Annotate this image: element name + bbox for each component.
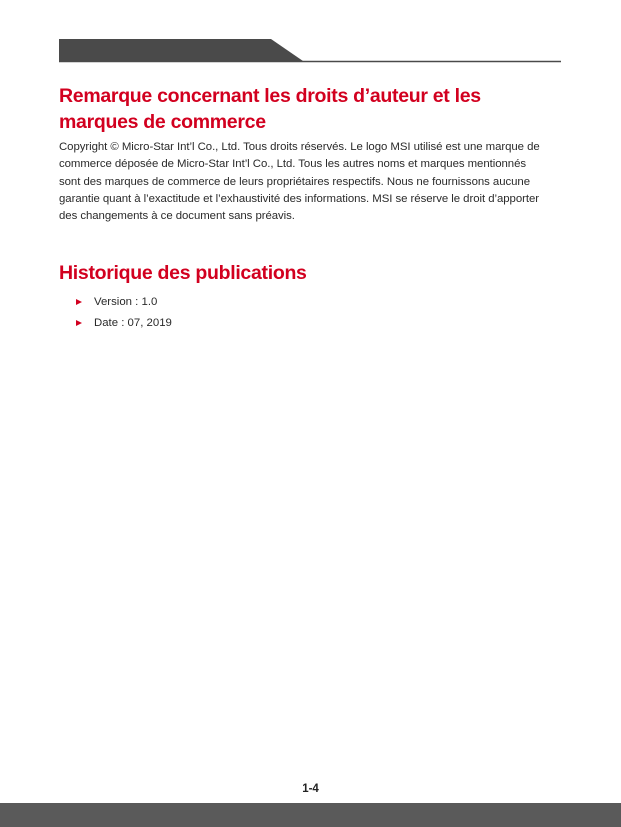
version-label: Version : 1.0	[94, 296, 158, 308]
triangle-bullet-icon	[76, 320, 82, 326]
footer-bar	[0, 803, 621, 827]
list-item-version	[76, 292, 172, 313]
history-section-title: Historique des publications	[59, 262, 307, 284]
header-tab-shape	[59, 39, 561, 63]
page-number: 1-4	[302, 783, 319, 795]
header-bar	[59, 39, 561, 63]
date-label: Date : 07, 2019	[94, 317, 172, 329]
list-item-date	[76, 313, 172, 334]
copyright-paragraph: Copyright © Micro-Star Int’l Co., Ltd. Tous droits réservés. Le logo MSI utilisé est une marque de commerce déposée de Micro-Star Int’l Co., Ltd. Tous les autres noms et marques mentionnés sont des marques de commerce de leurs propriétaires respectifs. Nous ne fournissons aucune garantie quant à l’exactitude et l’exhaustivité des informations. MSI se réserve le droit d’apporter des changements à ce document sans préavis.	[59, 141, 540, 223]
header-tab-fill	[59, 39, 303, 61]
triangle-bullet-icon	[76, 299, 82, 305]
publication-list	[76, 292, 172, 334]
copyright-section-title: Remarque concernant les droits d’auteur et les marques de commerce	[59, 85, 481, 133]
